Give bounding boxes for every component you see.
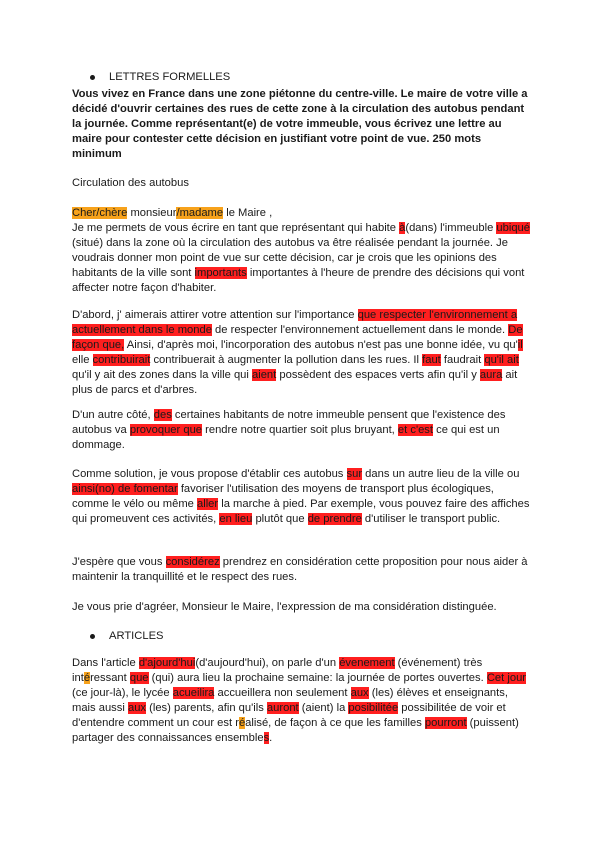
paragraph-1 (72, 221, 532, 296)
text-run: (d'aujourd'hui), on parle d'un (195, 657, 340, 669)
bullet-dot-icon (90, 75, 95, 80)
bullet-articles (90, 629, 164, 644)
correction-highlight: sur (346, 468, 363, 480)
correction-highlight: Cet jour (486, 672, 527, 685)
text-run: favoriser l'utilisation des moyens de transport plus écologiques, comme le vélo ou même (72, 483, 494, 511)
text-run: (ce jour-là), le lycée (72, 687, 173, 700)
text-run: plutôt que (252, 513, 308, 526)
text-run: D'un autre côté, (72, 409, 154, 421)
highlight: Cher/chère (72, 207, 128, 219)
text-run: ressant (90, 672, 130, 685)
correction-highlight: aux (127, 702, 147, 715)
correction-highlight: é (238, 717, 246, 730)
text-run: J'espère que vous (72, 556, 166, 568)
text-run: (les) parents, afin qu'ils (146, 702, 267, 715)
correction-highlight: ubiqué (496, 222, 531, 235)
correction-highlight: auront (266, 702, 299, 715)
text-run: (aient) la (298, 702, 349, 715)
paragraph-3 (72, 408, 532, 453)
text-run: Je me permets de vous écrire en tant que représentant qui habite (72, 222, 400, 235)
correction-highlight: aux (350, 687, 369, 700)
text-run: monsieur (127, 207, 177, 219)
text-run: prendrez en considération cette proposition pour nous aider à maintenir la tranquillité et le respect des rues. (72, 556, 528, 584)
correction-highlight: à (399, 222, 406, 235)
text-run: contribuerait à augmenter la pollution dans les rues. Il (150, 354, 423, 367)
paragraph-article (72, 656, 532, 747)
correction-highlight: pourront (424, 717, 467, 730)
correction-highlight: en lieu (219, 513, 253, 526)
bullet-dot-icon (90, 634, 95, 639)
section-heading: LETTRES FORMELLES (109, 71, 231, 83)
correction-highlight: considérez (165, 556, 220, 568)
letter-greeting-block (72, 206, 532, 297)
text-run: alisé, de façon à ce que les familles (245, 717, 425, 730)
correction-highlight: provoquer que (129, 424, 203, 437)
paragraph-5 (72, 555, 532, 585)
text-run: la marche à pied. Par exemple, vous pouvez faire des affiches qui promeuvent ces activités, (72, 498, 530, 526)
correction-highlight: faut (422, 354, 441, 367)
text-run: (les) élèves et enseignants, mais aussi (72, 687, 508, 715)
text-run: . (269, 732, 273, 745)
correction-highlight: évenement (339, 657, 395, 669)
text-run: (situé) dans la zone où la circulation des autobus va être réalisée pendant la journée. Je voudrais donner mon point de vue sur cette décision, car je crois que les opinions des habitants de la ville sont (72, 237, 508, 280)
text-run: D'abord, j' aimerais attirer votre attention sur l'importance (72, 309, 358, 321)
correction-highlight: contribuirait (92, 354, 151, 367)
letter-subject: Circulation des autobus (72, 177, 189, 189)
text-run: certaines habitants de notre immeuble pensent que l'existence des autobus va (72, 409, 506, 437)
correction-highlight: ainsi(no) de fomentar (72, 483, 178, 496)
text-run: faudrait (440, 354, 485, 367)
correction-highlight: qu'il ait (484, 354, 519, 367)
correction-highlight: il (517, 339, 523, 352)
correction-highlight: s (263, 732, 270, 745)
correction-highlight: que (129, 672, 149, 685)
text-run: accueillera non seulement (214, 687, 351, 700)
paragraph-4 (72, 467, 532, 527)
correction-highlight: aient (252, 369, 277, 382)
correction-highlight: aura (479, 369, 503, 382)
paragraph-closing: Je vous prie d'agréer, Monsieur le Maire, l'expression de ma considération distinguée. (72, 601, 497, 613)
paragraph-2 (72, 308, 532, 399)
text-run: qu'il y ait des zones dans la ville qui (72, 369, 252, 382)
correction-highlight: acueilira (172, 687, 215, 700)
text-run: possèdent des espaces verts afin qu'il y (276, 369, 480, 382)
prompt-text: Vous vivez en France dans une zone piétonne du centre-ville. Le maire de votre ville a décidé d'ouvrir certaines des rues de cette zone à la circulation des autobus pendant la journée. Comme représentant(e) de votre immeuble, vous écrivez une lettre au maire pour contester cette décision en justifiant votre point de vue. 250 mots minimum (72, 88, 528, 161)
correction-highlight: é (83, 672, 91, 685)
correction-highlight: importants (194, 267, 247, 280)
text-run: rendre notre quartier soit plus bruyant, (202, 424, 398, 437)
correction-highlight: de prendre (307, 513, 362, 526)
correction-highlight: De façon que, (72, 324, 523, 352)
correction-highlight: d'ajourd'hui (138, 657, 196, 669)
highlight: /madame (176, 207, 224, 219)
correction-highlight: que respecter l'environnement a actuellement dans le monde (72, 309, 518, 337)
correction-highlight: des (153, 409, 172, 421)
correction-highlight: posibilitée (348, 702, 399, 715)
text-run: dans un autre lieu de la ville ou (362, 468, 520, 480)
text-run: (puissent) partager des connaissances ensemble (72, 717, 519, 745)
text-run: Dans l'article (72, 657, 139, 669)
text-run: (dans) l'immeuble (405, 222, 497, 235)
section-heading: ARTICLES (109, 630, 164, 642)
correction-highlight: et c'est (397, 424, 433, 437)
text-run: Ainsi, d'après moi, l'incorporation des autobus n'est pas une bonne idée, vu qu' (124, 339, 518, 352)
text-run: elle (72, 354, 93, 367)
bullet-lettres-formelles (90, 70, 230, 85)
text-run: ce qui est un dommage. (72, 424, 500, 452)
text-run: ait plus de parcs et d'arbres. (72, 369, 518, 397)
text-run: (qui) aura lieu la prochaine semaine: la journée de portes ouvertes. (148, 672, 487, 685)
text-run: le Maire , (223, 207, 273, 219)
text-run: importantes à l'heure de prendre des décisions qui vont affecter notre façon d'habiter. (72, 267, 525, 295)
text-run: de respecter l'environnement actuellement dans le monde. (211, 324, 509, 337)
correction-highlight: aller (196, 498, 219, 511)
text-run: d'utiliser le transport public. (361, 513, 501, 526)
text-run: (événement) très int (72, 657, 483, 685)
letter-greeting (72, 206, 532, 221)
text-run: Comme solution, je vous propose d'établir ces autobus (72, 468, 347, 480)
text-run: possibilitée de voir et d'entendre comment un cour est r (72, 702, 506, 730)
